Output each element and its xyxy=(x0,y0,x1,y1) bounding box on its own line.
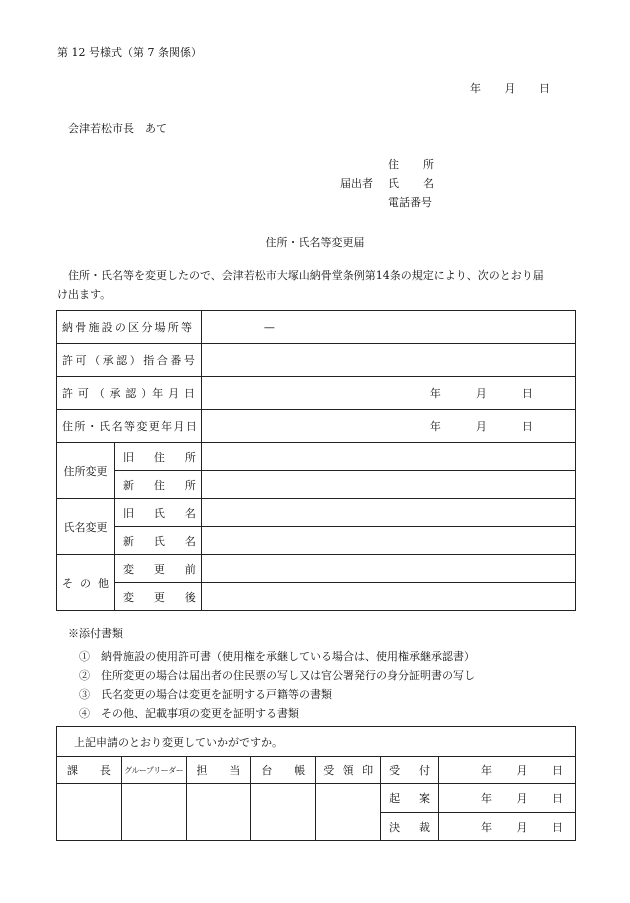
phone-label: 電話番号 xyxy=(388,196,432,209)
table-row xyxy=(57,499,576,527)
old-address-value[interactable] xyxy=(201,443,575,471)
attachment-item: ③ 氏名変更の場合は変更を証明する戸籍等の書類 xyxy=(79,688,332,701)
main-form-table xyxy=(56,310,576,611)
old-name-value[interactable] xyxy=(201,499,575,527)
name-label: 氏 名 xyxy=(388,177,434,190)
table-row xyxy=(57,443,576,471)
after-change-label: 変 更 後 xyxy=(114,583,201,611)
approval-question: 上記申請のとおり変更していかがですか。 xyxy=(57,727,576,757)
table-row xyxy=(57,555,576,583)
table-row xyxy=(57,344,576,377)
facility-label: 納 骨 施 設 の 区 分 場 所 等 xyxy=(57,311,202,344)
permit-number-label: 許 可 （ 承 認 ） 指 合 番 号 xyxy=(57,344,202,377)
body-text-line-2: け出ます。 xyxy=(57,288,112,301)
staff-stamp-cell[interactable] xyxy=(186,784,251,841)
permit-number-value[interactable] xyxy=(201,344,575,377)
month-label: 月 xyxy=(504,82,516,95)
after-change-value[interactable] xyxy=(201,583,575,611)
address-change-group: 住所変更 xyxy=(57,443,115,499)
reception-date[interactable]: 年 月 日 xyxy=(439,757,576,784)
table-row xyxy=(57,410,576,443)
body-text-line-1: 住所・氏名等を変更したので、会津若松市大塚山納骨堂条例第14条の規定により、次のとおり届 xyxy=(68,269,544,282)
permit-date-label: 許 可 （ 承 認 ）年 月 日 xyxy=(57,377,202,410)
attachment-item: ② 住所変更の場合は届出者の住民票の写し又は官公署発行の身分証明書の写し xyxy=(79,669,475,682)
day-label: 日 xyxy=(539,82,550,95)
chief-header: 課 長 xyxy=(57,757,122,784)
table-row xyxy=(57,583,576,611)
table-row xyxy=(57,727,576,757)
other-group: そ の 他 xyxy=(57,555,115,611)
ledger-stamp-cell[interactable] xyxy=(251,784,316,841)
draft-date[interactable]: 年 月 日 xyxy=(439,784,576,813)
before-change-value[interactable] xyxy=(201,555,575,583)
facility-value[interactable]: — xyxy=(201,311,575,344)
change-date-label: 住 所 ・ 氏 名 等 変 更 年 月 日 xyxy=(57,410,202,443)
attachment-item: ① 納骨施設の使用許可書（使用権を承継している場合は、使用権承継承認書） xyxy=(79,650,475,663)
decision-label: 決 裁 xyxy=(381,813,439,841)
year-label: 年 xyxy=(470,82,481,95)
old-address-label: 旧 住 所 xyxy=(114,443,201,471)
table-row xyxy=(57,377,576,410)
new-name-label: 新 氏 名 xyxy=(114,527,201,555)
addressee: 会津若松市長 あて xyxy=(68,122,167,135)
form-number: 第 12 号様式（第 7 条関係） xyxy=(57,46,202,59)
new-name-value[interactable] xyxy=(201,527,575,555)
reception-label: 受 付 xyxy=(381,757,439,784)
group-leader-header: グループリーダー xyxy=(121,757,186,784)
before-change-label: 変 更 前 xyxy=(114,555,201,583)
attachment-item: ④ その他、記載事項の変更を証明する書類 xyxy=(79,707,299,720)
decision-date[interactable]: 年 月 日 xyxy=(439,813,576,841)
submission-date xyxy=(470,80,550,96)
table-row xyxy=(57,471,576,499)
applicant-role: 届出者 xyxy=(340,177,373,190)
table-row xyxy=(57,784,576,813)
attachments-heading: ※添付書類 xyxy=(68,627,123,640)
address-label: 住 所 xyxy=(388,158,434,171)
change-date-value[interactable]: 年 月 日 xyxy=(201,410,575,443)
table-row xyxy=(57,311,576,344)
receipt-seal-header: 受 領 印 xyxy=(316,757,381,784)
ledger-header: 台 帳 xyxy=(251,757,316,784)
new-address-label: 新 住 所 xyxy=(114,471,201,499)
chief-stamp-cell[interactable] xyxy=(57,784,122,841)
staff-header: 担 当 xyxy=(186,757,251,784)
approval-table xyxy=(56,726,576,841)
permit-date-value[interactable]: 年 月 日 xyxy=(201,377,575,410)
document-title: 住所・氏名等変更届 xyxy=(265,236,365,249)
new-address-value[interactable] xyxy=(201,471,575,499)
old-name-label: 旧 氏 名 xyxy=(114,499,201,527)
table-row xyxy=(57,757,576,784)
name-change-group: 氏名変更 xyxy=(57,499,115,555)
group-leader-stamp-cell[interactable] xyxy=(121,784,186,841)
receipt-seal-stamp-cell[interactable] xyxy=(316,784,381,841)
draft-label: 起 案 xyxy=(381,784,439,813)
table-row xyxy=(57,527,576,555)
